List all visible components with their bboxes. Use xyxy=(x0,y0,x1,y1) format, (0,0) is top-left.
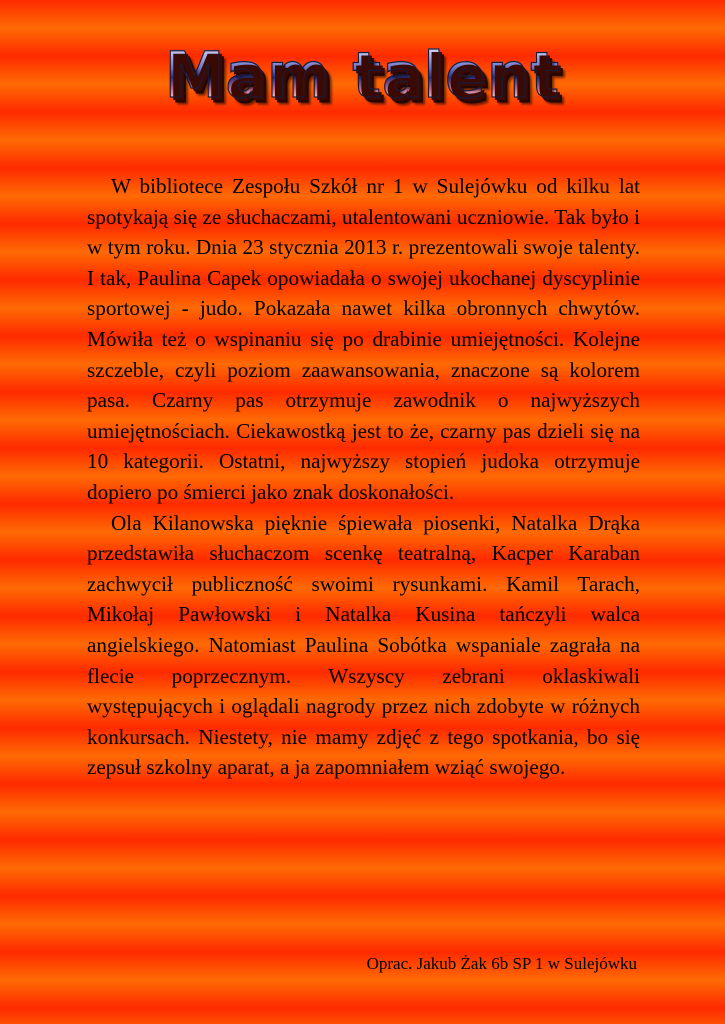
article-body xyxy=(87,171,640,783)
article-paragraph-2: Ola Kilanowska pięknie śpiewała piosenki, Natalka Drąka przedstawiła słuchaczom scenkę teatralną, Kacper Karaban zachwycił publiczność swoimi rysunkami. Kamil Tarach, Mikołaj Pawłowski i Natalka Kusina tańczyli walca angielskiego. Natomiast Paulina Sobótka wspaniale zagrała na flecie poprzecznym. Wszyscy zebrani oklaskiwali występujących i oglądali nagrody przez nich zdobyte w różnych konkursach. Niestety, nie mamy zdjęć z tego spotkania, bo się zepsuł szkolny aparat, a ja zapomniałem wziąć swojego. xyxy=(87,510,640,780)
title-container xyxy=(0,38,725,114)
article-paragraph-1: W bibliotece Zespołu Szkół nr 1 w Sulejówku od kilku lat spotykają się ze słuchaczami, utalentowani uczniowie. Tak było i w tym roku. Dnia 23 stycznia 2013 r. prezentowali swoje talenty. I tak, Paulina Capek opowiadała o swojej ukochanej dyscyplinie sportowej - judo. Pokazała nawet kilka obronnych chwytów. Mówiła też o wspinaniu się po drabinie umiejętności. Kolejne szczeble, czyli poziom zaawansowania, znaczone są kolorem pasa. Czarny pas otrzymuje zawodnik o najwyższych umiejętnościach. Ciekawostką jest to że, czarny pas dzieli się na 10 kategorii. Ostatni, najwyższy stopień judoka otrzymuje dopiero po śmierci jako znak doskonałości. xyxy=(87,174,640,504)
author-signature: Oprac. Jakub Żak 6b SP 1 w Sulejówku xyxy=(366,954,637,973)
page-title: Mam talent xyxy=(165,36,560,116)
